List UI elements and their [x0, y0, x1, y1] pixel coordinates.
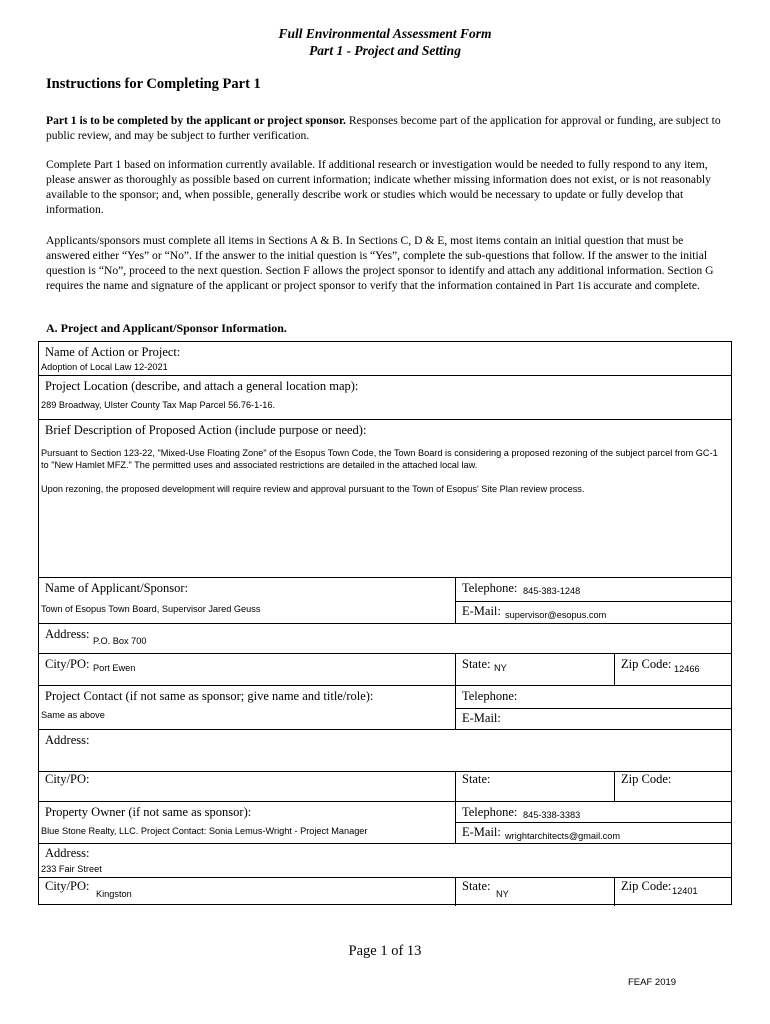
owner-telephone-field[interactable]: 845-338-3383 [523, 810, 581, 820]
applicant-city-label: City/PO: [45, 657, 90, 671]
instructions-paragraph-2: Complete Part 1 based on information currently available. If additional research or investigation would be needed to fully respond to any item, please answer as thoroughly as possible based on current information; indicate whether missing information does not exist, or is not reasonably available to the sponsor; and, when possible, generally describe work or studies which would be necessary to update or fully develop that information. [46, 158, 711, 216]
contact-name-row [39, 685, 731, 730]
contact-address-label: Address: [45, 733, 90, 747]
description-field-paragraph-2[interactable]: Upon rezoning, the proposed development will require review and approval pursuant to the Town of Esopus' Site Plan review process. [41, 484, 585, 494]
applicant-name-row [39, 577, 731, 624]
action-name-label: Name of Action or Project: [45, 345, 181, 359]
applicant-state-field[interactable]: NY [494, 663, 507, 673]
owner-address-row [39, 843, 731, 878]
project-location-label: Project Location (describe, and attach a general location map): [45, 379, 359, 393]
page-number: Page 1 of 13 [348, 943, 422, 959]
section-a-form-table [38, 341, 732, 905]
owner-city-row [39, 877, 731, 906]
contact-telephone-label: Telephone: [462, 689, 518, 703]
column-divider [614, 654, 615, 686]
owner-city-field[interactable]: Kingston [96, 889, 132, 899]
contact-address-row [39, 729, 731, 772]
owner-address-label: Address: [45, 846, 90, 860]
instructions-paragraph-1-text: Responses become part of the application for approval or funding, are subject to public review, and may be subject to further verification. [46, 114, 721, 142]
form-title: Full Environmental Assessment Form [278, 26, 492, 41]
contact-email-label: E-Mail: [462, 711, 501, 725]
contact-city-row [39, 771, 731, 802]
owner-city-label: City/PO: [45, 879, 90, 893]
action-name-field[interactable]: Adoption of Local Law 12-2021 [41, 362, 168, 372]
column-divider [455, 802, 456, 844]
description-field-paragraph-1[interactable]: Pursuant to Section 123-22, "Mixed-Use Floating Zone" of the Esopus Town Code, the Town Board is considering a proposed rezoning of the subject parcel from GC-1 to "New Hamlet MFZ." The permitted uses and associated restrictions are detailed in the attached local law. [41, 448, 718, 470]
owner-zip-field[interactable]: 12401 [672, 886, 698, 896]
contact-zip-label: Zip Code: [621, 772, 672, 786]
applicant-telephone-field[interactable]: 845-383-1248 [523, 586, 581, 596]
owner-zip-label: Zip Code: [621, 879, 672, 893]
owner-name-row [39, 801, 731, 844]
owner-name-field[interactable]: Blue Stone Realty, LLC. Project Contact: Sonia Lemus-Wright - Project Manager [41, 826, 368, 836]
form-subtitle: Part 1 - Project and Setting [309, 43, 461, 58]
owner-email-label: E-Mail: [462, 825, 501, 839]
project-location-row [39, 375, 731, 420]
contact-city-label: City/PO: [45, 772, 90, 786]
contact-state-label: State: [462, 772, 491, 786]
owner-name-label: Property Owner (if not same as sponsor): [45, 805, 252, 819]
owner-state-label: State: [462, 879, 491, 893]
form-title-block [0, 25, 770, 59]
contact-name-label: Project Contact (if not same as sponsor; give name and title/role): [45, 689, 374, 703]
form-code: FEAF 2019 [628, 977, 677, 988]
applicant-zip-label: Zip Code: [621, 657, 672, 671]
description-label: Brief Description of Proposed Action (include purpose or need): [45, 423, 367, 437]
applicant-name-field[interactable]: Town of Esopus Town Board, Supervisor Jared Geuss [41, 604, 261, 614]
applicant-address-field[interactable]: P.O. Box 700 [93, 636, 147, 646]
project-location-field[interactable]: 289 Broadway, Ulster County Tax Map Parcel 56.76-1-16. [41, 400, 276, 410]
cell-divider [456, 601, 731, 602]
owner-state-field[interactable]: NY [496, 889, 509, 899]
applicant-telephone-label: Telephone: [462, 581, 518, 595]
applicant-city-row [39, 653, 731, 686]
owner-email-field[interactable]: wrightarchitects@gmail.com [505, 831, 621, 841]
instructions-heading: Instructions for Completing Part 1 [46, 76, 261, 92]
action-name-row [39, 342, 731, 375]
instructions-paragraph-1-bold: Part 1 is to be completed by the applicant or project sponsor. [46, 114, 346, 127]
column-divider [614, 878, 615, 906]
instructions-paragraph-3: Applicants/sponsors must complete all items in Sections A & B. In Sections C, D & E, most items contain an initial question that must be answered either “Yes” or “No”. If the answer to the initial question is “Yes”, complete the sub-questions that follow. If the answer to the initial question is “No”, proceed to the next question. Section F allows the project sponsor to identify and attach any additional information. Section G requires the name and signature of the applicant or project sponsor to verify that the information contained in Part 1is accurate and complete. [46, 234, 714, 292]
column-divider [455, 772, 456, 802]
applicant-zip-field[interactable]: 12466 [674, 664, 700, 674]
owner-telephone-label: Telephone: [462, 805, 518, 819]
applicant-address-label: Address: [45, 627, 90, 641]
owner-address-field[interactable]: 233 Fair Street [41, 864, 102, 874]
applicant-address-row [39, 623, 731, 654]
column-divider [455, 654, 456, 686]
column-divider [455, 878, 456, 906]
cell-divider [456, 822, 731, 823]
instructions-paragraph-1 [46, 113, 728, 143]
applicant-name-label: Name of Applicant/Sponsor: [45, 581, 189, 595]
contact-name-field[interactable]: Same as above [41, 710, 105, 720]
column-divider [614, 772, 615, 802]
applicant-state-label: State: [462, 657, 491, 671]
applicant-city-field[interactable]: Port Ewen [93, 663, 136, 673]
applicant-email-field[interactable]: supervisor@esopus.com [505, 610, 607, 620]
cell-divider [456, 708, 731, 709]
applicant-email-label: E-Mail: [462, 604, 501, 618]
section-a-heading: A. Project and Applicant/Sponsor Information. [46, 321, 287, 335]
description-row [39, 419, 731, 578]
